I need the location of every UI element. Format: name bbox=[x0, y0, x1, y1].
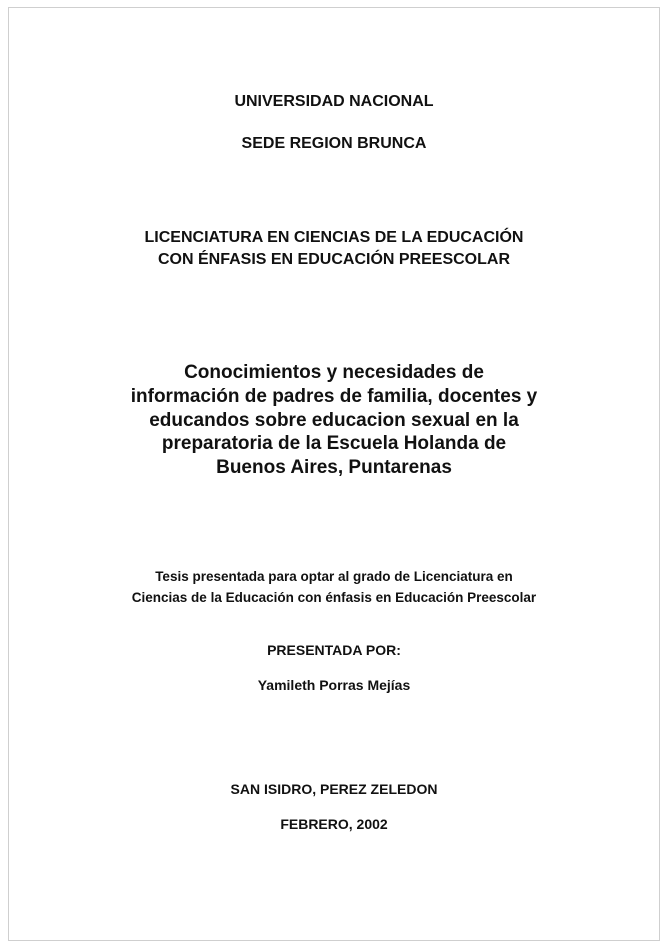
thesis-title-line-1: Conocimientos y necesidades de bbox=[184, 362, 484, 383]
thesis-title-line-3: educandos sobre educacion sexual en la bbox=[149, 410, 519, 431]
campus-name: SEDE REGION BRUNCA bbox=[241, 135, 427, 152]
location: SAN ISIDRO, PEREZ ZELEDON bbox=[230, 781, 438, 797]
author-name: Yamileth Porras Mejías bbox=[257, 677, 411, 693]
program-line-1: LICENCIATURA EN CIENCIAS DE LA EDUCACIÓN bbox=[144, 229, 524, 246]
university-name: UNIVERSIDAD NACIONAL bbox=[234, 93, 434, 110]
thesis-title-line-2: información de padres de familia, docentes y bbox=[130, 386, 538, 407]
program-line-2: CON ÉNFASIS EN EDUCACIÓN PREESCOLAR bbox=[157, 251, 511, 268]
thesis-title-line-4: preparatoria de la Escuela Holanda de bbox=[161, 433, 507, 454]
thesis-statement-line-1: Tesis presentada para optar al grado de Licenciatura en bbox=[155, 569, 513, 584]
presented-by-label: PRESENTADA POR: bbox=[267, 642, 401, 658]
date: FEBRERO, 2002 bbox=[280, 816, 388, 832]
thesis-statement-line-2: Ciencias de la Educación con énfasis en Educación Preescolar bbox=[131, 590, 537, 605]
thesis-title-line-5: Buenos Aires, Puntarenas bbox=[216, 457, 452, 478]
